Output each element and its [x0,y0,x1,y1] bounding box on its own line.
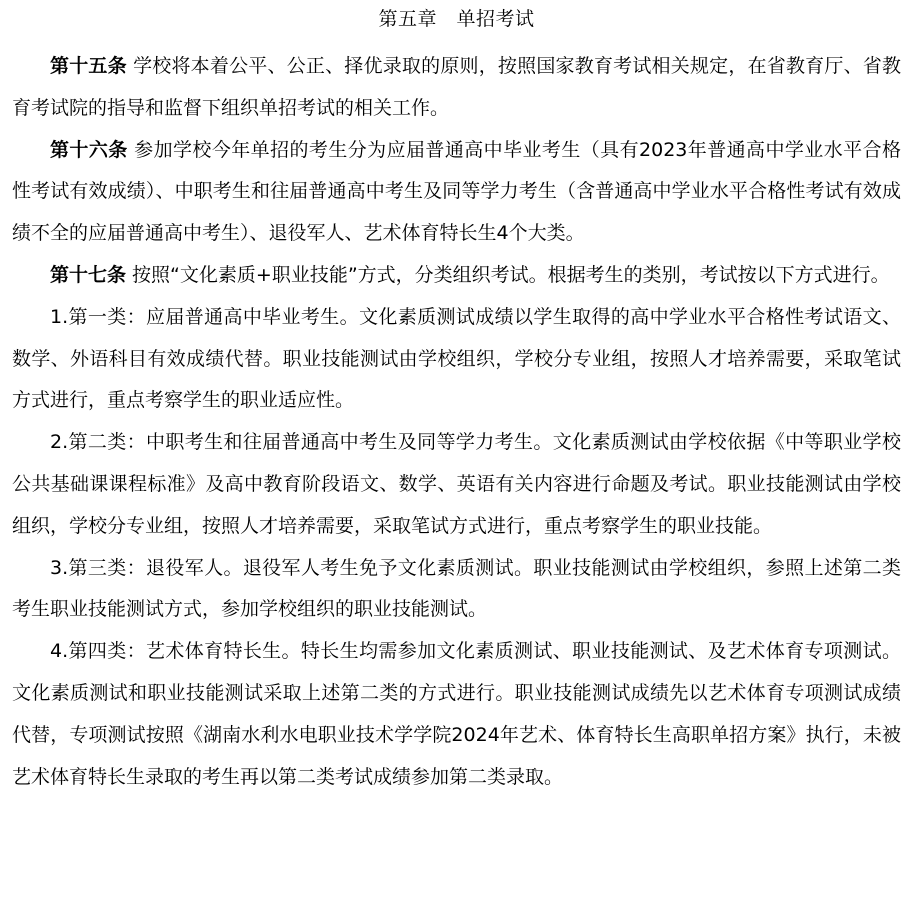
article-number: 第十五条 [50,55,127,77]
article-text: 学校将本着公平、公正、择优录取的原则，按照国家教育考试相关规定，在省教育厅、省教育考试院的指导和监督下组织单招考试的相关工作。 [12,55,901,119]
article-number: 第十六条 [50,138,128,161]
article-number: 第十七条 [50,263,127,286]
category-3-paragraph: 3.第三类：退役军人。退役军人考生免予文化素质测试。职业技能测试由学校组织，参照上述第二类考生职业技能测试方式，参加学校组织的职业技能测试。 [12,556,901,621]
article-16 [12,130,901,255]
category-4-paragraph: 4.第四类：艺术体育特长生。特长生均需参加文化素质测试、职业技能测试、及艺术体育专项测试。文化素质测试和职业技能测试采取上述第二类的方式进行。职业技能测试成绩先以艺术体育专项测试成绩代替，专项测试按照《湖南水利水电职业技术学学院2024年艺术、体育特长生高职单招方案》执行，未被艺术体育特长生录取的考生再以第二类考试成绩参加第二类录取。 [12,640,901,788]
article-text: 按照“文化素质+职业技能”方式，分类组织考试。根据考生的类别，考试按以下方式进行。 [126,263,890,286]
document-page [0,9,913,898]
category-2-paragraph: 2.第二类：中职考生和往届普通高中考生及同等学力考生。文化素质测试由学校依据《中等职业学校公共基础课课程标准》及高中教育阶段语文、数学、英语有关内容进行命题及考试。职业技能测试由学校组织，学校分专业组，按照人才培养需要，采取笔试方式进行，重点考察学生的职业技能。 [12,431,901,537]
category-1-paragraph: 1.第一类：应届普通高中毕业考生。文化素质测试成绩以学生取得的高中学业水平合格性考试语文、数学、外语科目有效成绩代替。职业技能测试由学校组织，学校分专业组，按照人才培养需要，采取笔试方式进行，重点考察学生的职业适应性。 [12,305,901,412]
chapter-title: 第五章 单招考试 [378,8,535,30]
article-17 [12,255,901,297]
article-15 [12,46,901,130]
article-text: 参加学校今年单招的考生分为应届普通高中毕业考生（具有2023年普通高中学业水平合格性考试有效成绩）、中职考生和往届普通高中考生及同等学力考生（含普通高中学业水平合格性考试有效成绩不全的应届普通高中考生）、退役军人、艺术体育特长生4个大类。 [12,138,901,245]
